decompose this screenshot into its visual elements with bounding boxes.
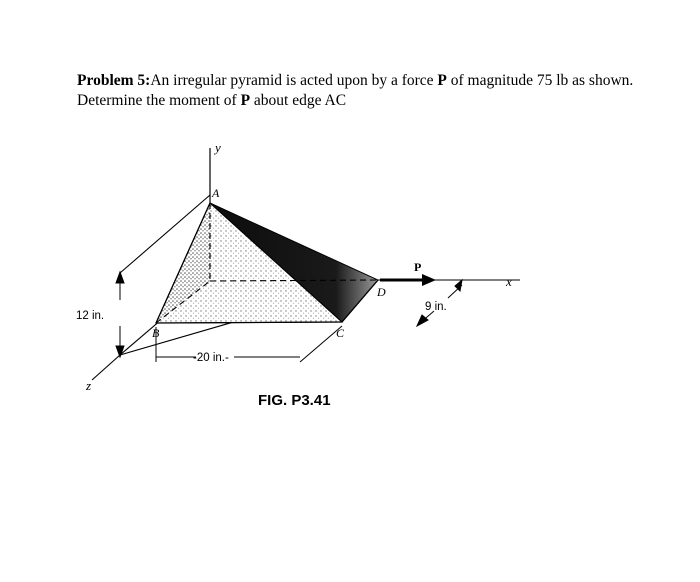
problem-text-1b: of magnitude 75 lb as shown. (446, 72, 634, 89)
point-a-label: A (212, 186, 220, 200)
force-label: P (414, 260, 422, 274)
z-axis (92, 355, 120, 380)
axis-y-label: y (215, 140, 221, 155)
point-d-label: D (377, 285, 386, 299)
problem-number: Problem 5: (77, 72, 151, 89)
dim-width-label: -20 in.- (193, 352, 229, 364)
dim-depth-label: 9 in. (425, 301, 447, 313)
force-arrow (380, 274, 436, 286)
dim-height-label: 12 in. (76, 310, 105, 322)
axis-z-label: z (86, 378, 92, 393)
dim-height (116, 272, 124, 357)
force-symbol: P (437, 72, 447, 89)
problem-text-1a: An irregular pyramid is acted upon by a force (150, 72, 438, 89)
figure-caption: FIG. P3.41 (258, 392, 331, 409)
problem-text-2a: Determine the moment of (77, 92, 241, 109)
axis-x-label: x (506, 274, 512, 289)
point-b-label: B (152, 326, 160, 340)
dim-width (156, 326, 342, 362)
problem-text-2b: about edge AC (250, 92, 347, 109)
force-symbol-2: P (240, 92, 251, 109)
point-c-label: C (336, 326, 345, 340)
